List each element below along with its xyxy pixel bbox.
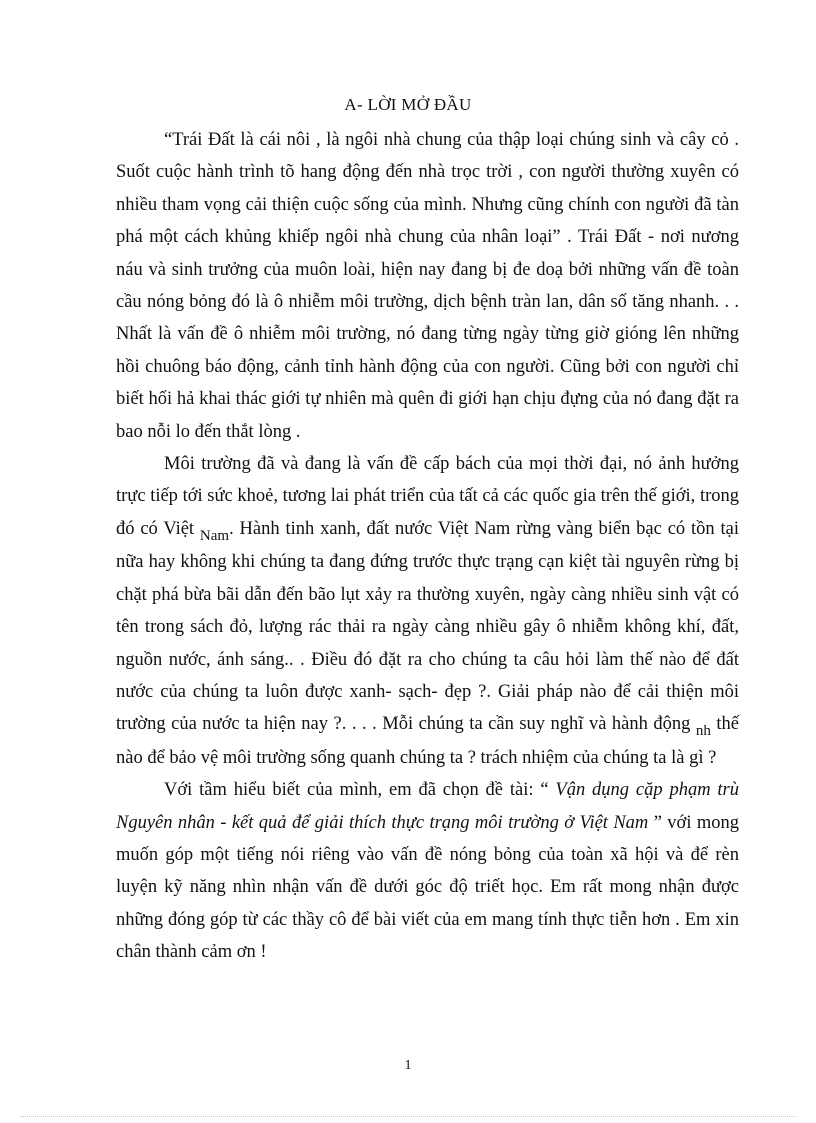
paragraph-topic-text-2: ” với mong muốn góp một tiếng nói riêng vào vấn đề nóng bỏng của toàn xã hội và để rèn luyện kỹ năng nhìn nhận vấn đề dưới góc độ triết học. Em rất mong nhận được những đóng góp từ các thầy cô để bài viết của em mang tính thực tiễn hơn . Em xin chân thành cảm ơn ! [116, 812, 739, 963]
page-number: 1 [404, 1058, 412, 1073]
page-title: A- LỜI MỞ ĐẦU [344, 95, 472, 114]
topic-title: Vận dụng cặp phạm trù Nguyên nhân - kết quả để giải thích thực trạng môi trường ở Việt Nam [116, 780, 739, 833]
paragraph-environment-text-3: thế nào để bảo vệ môi trường sống quanh chúng ta ? trách nhiệm của chúng ta là gì ? [116, 714, 739, 768]
paragraph-intro: “Trái Đất là cái nôi , là ngôi nhà chung của thập loại chúng sinh và cây cỏ . Suốt cuộc hành trình tõ hang động đến nhà trọc trời , con người thường xuyên có nhiều tham vọng cải thiện cuộc sống của mình. Nhưng cũng chính con người đã tàn phá một cách khủng khiếp ngôi nhà chung của nhân loại” . Trái Đất - nơi nương náu và sinh trưởng của muôn loài, hiện nay đang bị đe doạ bởi những vấn đề toàn cầu nóng bỏng đó là ô nhiễm môi trường, dịch bệnh tràn lan, dân số tăng nhanh. . . Nhất là vấn đề ô nhiễm môi trường, nó đang từng ngày từng giờ gióng lên những hồi chuông báo động, cảnh tỉnh hành động của con người. Cũng bởi con người chỉ biết hối hả khai thác giới tự nhiên mà quên đi giới hạn chịu đựng của nó đang đặt ra bao nỗi lo đến thắt lòng . [116, 130, 739, 442]
subscript-fragment-nam: Nam [199, 527, 230, 544]
paragraph-environment [116, 448, 739, 774]
document-body [116, 124, 739, 969]
paragraph-topic [116, 774, 739, 968]
paragraph-environment-text-2: . Hành tinh xanh, đất nước Việt Nam rừng vàng biển bạc có tồn tại nữa hay không khi chúng ta đang đứng trước thực trạng cạn kiệt tài nguyên rừng bị chặt phá bừa bãi dẫn đến bão lụt xảy ra thường xuyên, ngày càng nhiều sinh vật có tên trong sách đỏ, lượng rác thải ra ngày càng nhiều gây ô nhiễm không khí, đất, nguồn nước, ánh sáng.. . Điều đó đặt ra cho chúng ta câu hỏi làm thế nào để đất nước của chúng ta luôn được xanh- sạch- đẹp ?. Giải pháp nào để cải thiện môi trường của nước ta hiện nay ?. . . . Mỗi chúng ta cần suy nghĩ và hành động [116, 518, 739, 735]
subscript-fragment-nh: nh [695, 723, 711, 740]
paragraph-topic-text-1: Với tầm hiểu biết của mình, em đã chọn đề tài: “ [164, 780, 556, 801]
page-break-divider [20, 1116, 796, 1117]
paragraph-environment-text-1: Môi trường đã và đang là vấn đề cấp bách của mọi thời đại, nó ảnh hưởng trực tiếp tới sức khoẻ, tương lai phát triển của tất cả các quốc gia trên thế giới, trong đó có Việt [116, 454, 739, 539]
